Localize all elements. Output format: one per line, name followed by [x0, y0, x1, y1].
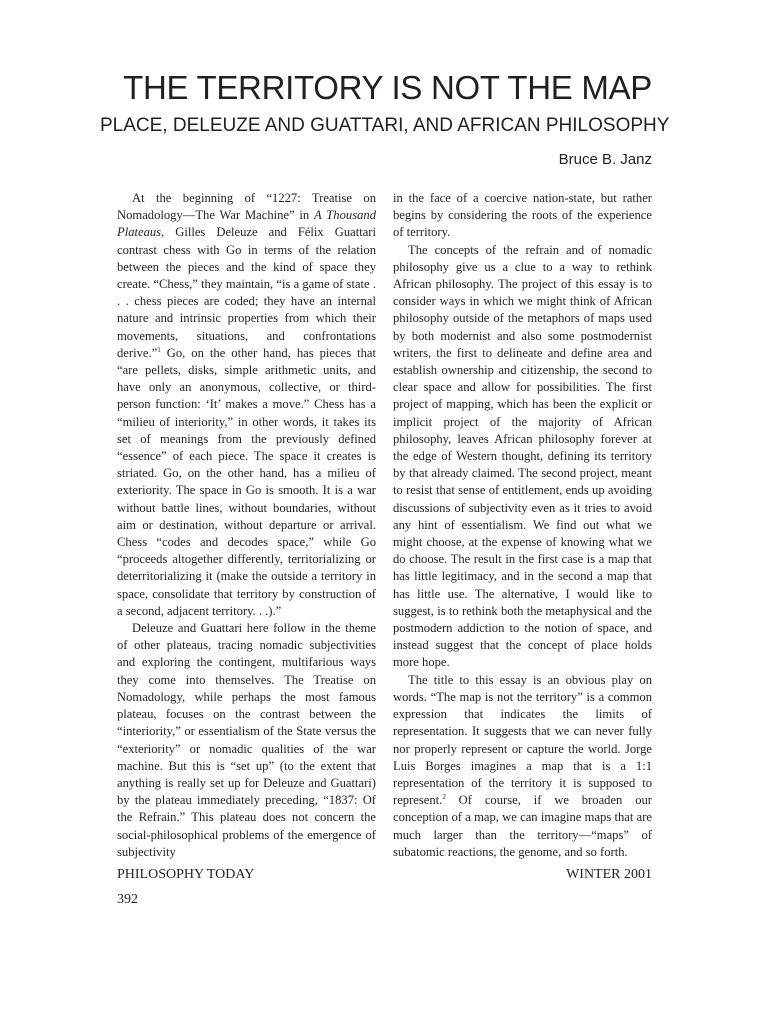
- journal-name: PHILOSOPHY TODAY: [117, 867, 255, 882]
- book-title: A Thousand Plateaus: [117, 208, 376, 240]
- paragraph: in the face of a coercive nation-state, but rather begins by considering the roots of the experience of territory.: [393, 191, 652, 240]
- issue-label: WINTER 2001: [566, 867, 652, 882]
- paragraph-text: Go, on the other hand, has pieces that “are pellets, disks, simple arithmetic units, and have only an anonymous, collective, or third-person function: ‘It’ makes a move.” Chess has a “milieu of interiority,” in other words, it takes its set of meanings from the previously defined “essence” of each piece. The space it creates is striated. Go, on the other hand, has a milieu of exteriority. The space in Go is smooth. It is a war without battle lines, without boundaries, without aim or destination, without departure or arrival. Chess “codes and decodes space,” while Go “proceeds altogether differently, territorializing or deterritorializing it (make the outside a territory in space, consolidate that territory by construction of a second, adjacent territory. . .).”: [117, 345, 376, 618]
- paragraph-text: At the beginning of “1227: Treatise on Nomadology—The War Machine” in: [117, 191, 376, 223]
- paragraph-text: Of course, if we broaden our conception of a map, we can imagine maps that are much larger than the territory—“maps” of subatomic reactions, the genome, and so forth.: [393, 793, 652, 859]
- paragraph-text: The title to this essay is an obvious play on words. “The map is not the territory” is a common expression that indicates the limits of representation. It suggests that we can never fully nor properly represent or capture the world. Jorge Luis Borges imagines a map that is a 1:1 representation of the territory it is supposed to represent.: [393, 672, 652, 808]
- paragraph: The concepts of the refrain and of nomadic philosophy give us a clue to a way to rethink African philosophy. The project of this essay is to consider ways in which we might think of African philosophy outside of the metaphors of maps used by both modernist and also some postmodernist writers, the first to delineate and define area and establish ownership and citizenship, the second to clear space and allow for possibilities. The first project of mapping, which has been the explicit or implicit project of the majority of African philosophy, leaves African philosophy forever at the edge of Western thought, defining its territory by that already claimed. The second project, meant to resist that sense of entitlement, ends up avoiding discussions of subjectivity even as it tries to avoid any hint of essentialism. We find out what we might choose, at the expense of knowing what we do choose. The result in the first case is a map that has little legitimacy, and in the second a map that has little use. The alternative, I would like to suggest, is to rethink both the metaphysical and the postmodern addiction to the notion of space, and instead suggest that the concept of place holds more hope.: [393, 242, 652, 670]
- body-columns: [117, 190, 652, 861]
- paragraph: Deleuze and Guattari here follow in the theme of other plateaus, tracing nomadic subjectivities and exploring the contingent, multifarious ways they come into themselves. The Treatise on Nomadology, while perhaps the most famous plateau, focuses on the contrast between the “interiority,” or essentialism of the State versus the “exteriority” or nomadic qualities of the war machine. But this is “set up” (to the extent that anything is really set up for Deleuze and Guattari) by the plateau immediately preceding, “1837: Of the Refrain.” This plateau does not concern the social-philosophical problems of the emergence of subjectivity: [117, 621, 376, 859]
- article-title: THE TERRITORY IS NOT THE MAP: [123, 69, 652, 106]
- left-column: [117, 190, 376, 861]
- right-column: [393, 190, 652, 861]
- footnote-marker: 2: [442, 792, 446, 801]
- author-name: Bruce B. Janz: [558, 151, 652, 168]
- page-number: 392: [117, 892, 138, 907]
- article-subtitle: PLACE, DELEUZE AND GUATTARI, AND AFRICAN PHILOSOPHY: [100, 115, 670, 136]
- paragraph: [117, 190, 376, 620]
- paragraph-text: , Gilles Deleuze and Félix Guattari contrast chess with Go in terms of the relation between the pieces and the kind of space they create. “Chess,” they maintain, “is a game of state . . . chess pieces are coded; they have an internal nature and intrinsic properties from which their movements, situations, and confrontations derive.”: [117, 225, 376, 360]
- paragraph: [393, 672, 652, 861]
- footnote-marker: 1: [157, 345, 161, 354]
